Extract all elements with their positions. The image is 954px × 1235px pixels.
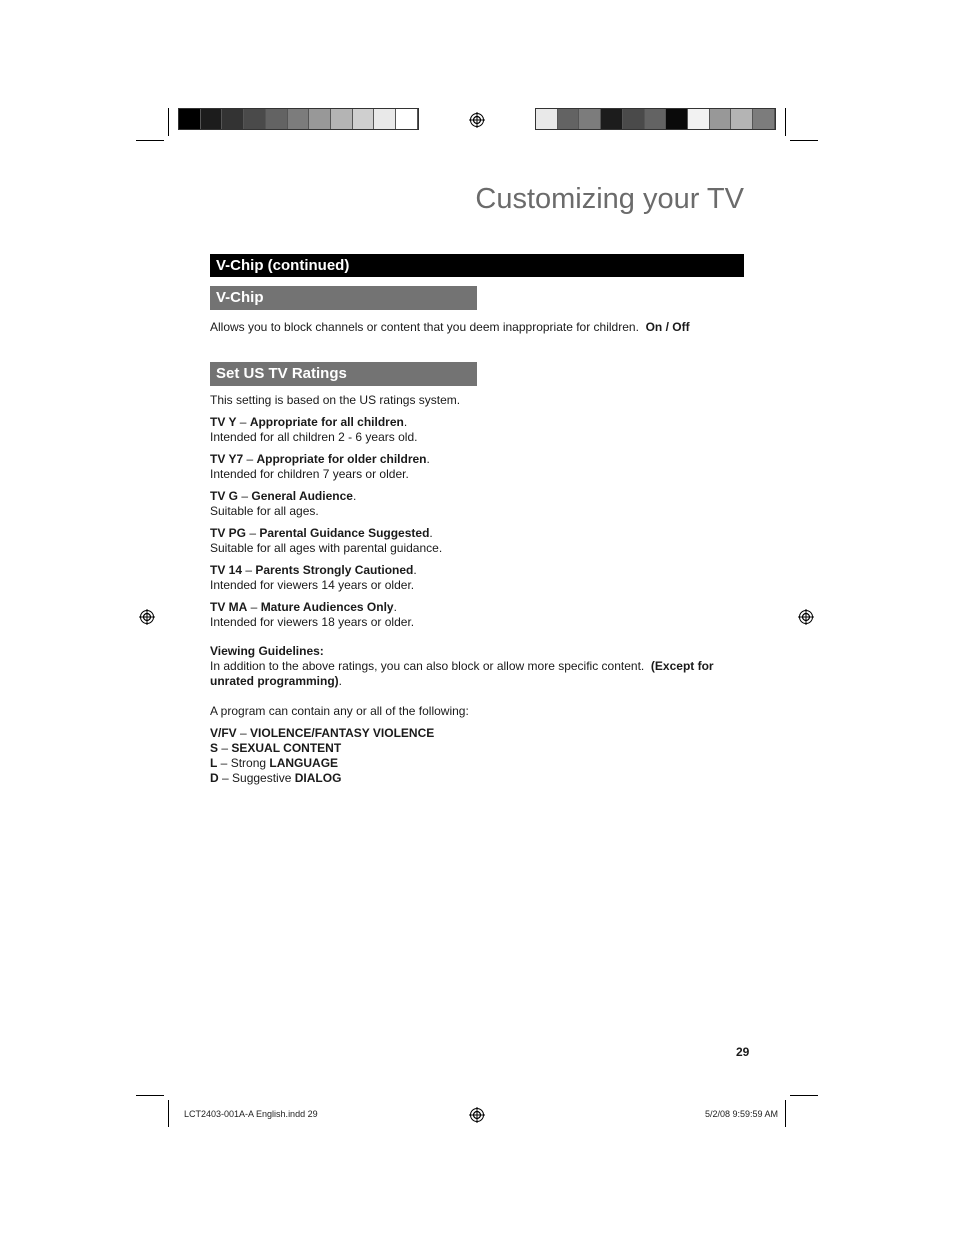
crop-mark (168, 108, 169, 136)
registration-mark-icon (469, 1107, 485, 1123)
color-swatch (179, 109, 201, 129)
crop-mark (136, 1095, 164, 1096)
rating-desc: Suitable for all ages with parental guidance. (210, 541, 443, 555)
color-swatch (536, 109, 558, 129)
rating-item: TV Y7 – Appropriate for older children. Intended for children 7 years or older. (210, 452, 430, 481)
content-item: D – Suggestive DIALOG (210, 771, 342, 785)
rating-item: TV 14 – Parents Strongly Cautioned. Intended for viewers 14 years or older. (210, 563, 417, 592)
color-bar-right (535, 108, 776, 130)
color-swatch (244, 109, 266, 129)
crop-mark (790, 140, 818, 141)
color-swatch (579, 109, 601, 129)
rating-desc: Intended for viewers 18 years or older. (210, 615, 415, 629)
rating-desc: Intended for viewers 14 years or older. (210, 578, 415, 592)
color-swatch (688, 109, 710, 129)
vchip-description (210, 320, 690, 335)
color-swatch (374, 109, 396, 129)
rating-item: TV Y – Appropriate for all children. Intended for all children 2 - 6 years old. (210, 415, 418, 444)
rating-code: TV Y (210, 415, 237, 429)
color-swatch (710, 109, 732, 129)
rating-name: Parental Guidance Suggested (259, 526, 430, 540)
page-number: 29 (736, 1045, 750, 1059)
color-swatch (353, 109, 375, 129)
color-swatch (558, 109, 580, 129)
color-swatch (753, 109, 775, 129)
vchip-desc-text: Allows you to block channels or content that you deem inappropriate for children. (210, 320, 639, 334)
color-bar-left (178, 108, 419, 130)
section-header: V-Chip (continued) (210, 254, 744, 277)
guidelines-heading: Viewing Guidelines: (210, 644, 324, 658)
crop-mark (785, 1100, 786, 1127)
page-title: Customizing your TV (475, 183, 744, 215)
content-item: S – SEXUAL CONTENT (210, 741, 342, 755)
guidelines-text: In addition to the above ratings, you can also block or allow more specific content. (210, 659, 645, 673)
color-swatch (645, 109, 667, 129)
color-swatch (201, 109, 223, 129)
color-swatch (331, 109, 353, 129)
registration-mark-icon (139, 609, 155, 625)
guidelines-intro: A program can contain any or all of the following: (210, 704, 469, 718)
color-swatch (309, 109, 331, 129)
content-item: V/FV – VIOLENCE/FANTASY VIOLENCE (210, 726, 435, 740)
color-swatch (396, 109, 418, 129)
color-swatch (266, 109, 288, 129)
rating-code: TV 14 (210, 563, 243, 577)
rating-name: Parents Strongly Cautioned (255, 563, 414, 577)
content-item: L – Strong LANGUAGE (210, 756, 339, 770)
rating-name: Appropriate for all children (249, 415, 404, 429)
ratings-heading: Set US TV Ratings (210, 362, 477, 386)
rating-item: TV MA – Mature Audiences Only. Intended for viewers 18 years or older. (210, 600, 415, 629)
guidelines-except-cont: unrated programming) (210, 674, 339, 688)
rating-desc: Suitable for all ages. (210, 504, 319, 518)
registration-mark-icon (469, 112, 485, 128)
vchip-heading: V-Chip (210, 286, 477, 310)
rating-name: Appropriate for older children (256, 452, 427, 466)
color-swatch (731, 109, 753, 129)
vchip-options: On / Off (645, 320, 690, 334)
rating-item: TV PG – Parental Guidance Suggested. Suitable for all ages with parental guidance. (210, 526, 443, 555)
crop-mark (785, 108, 786, 136)
footer-timestamp: 5/2/08 9:59:59 AM (704, 1109, 778, 1119)
footer-filename: LCT2403-001A-A English.indd 29 (184, 1109, 318, 1119)
ratings-intro: This setting is based on the US ratings system. (210, 393, 461, 407)
color-swatch (601, 109, 623, 129)
crop-mark (790, 1095, 818, 1096)
rating-item: TV G – General Audience. Suitable for all ages. (210, 489, 357, 518)
crop-mark (168, 1100, 169, 1127)
content-list (210, 726, 434, 786)
rating-desc: Intended for all children 2 - 6 years old. (210, 430, 418, 444)
color-swatch (222, 109, 244, 129)
color-swatch (288, 109, 310, 129)
rating-desc: Intended for children 7 years or older. (210, 467, 409, 481)
guidelines-block: Viewing Guidelines: In addition to the above ratings, you can also block or allow more specific content. (Except for unrated programming). (210, 644, 714, 688)
rating-name: General Audience (251, 489, 353, 503)
rating-code: TV MA (210, 600, 248, 614)
rating-code: TV Y7 (210, 452, 244, 466)
rating-code: TV G (210, 489, 239, 503)
color-swatch (666, 109, 688, 129)
rating-code: TV PG (210, 526, 247, 540)
registration-mark-icon (798, 609, 814, 625)
color-swatch (623, 109, 645, 129)
crop-mark (136, 140, 164, 141)
guidelines-except: (Except for (650, 659, 714, 673)
rating-name: Mature Audiences Only (260, 600, 394, 614)
